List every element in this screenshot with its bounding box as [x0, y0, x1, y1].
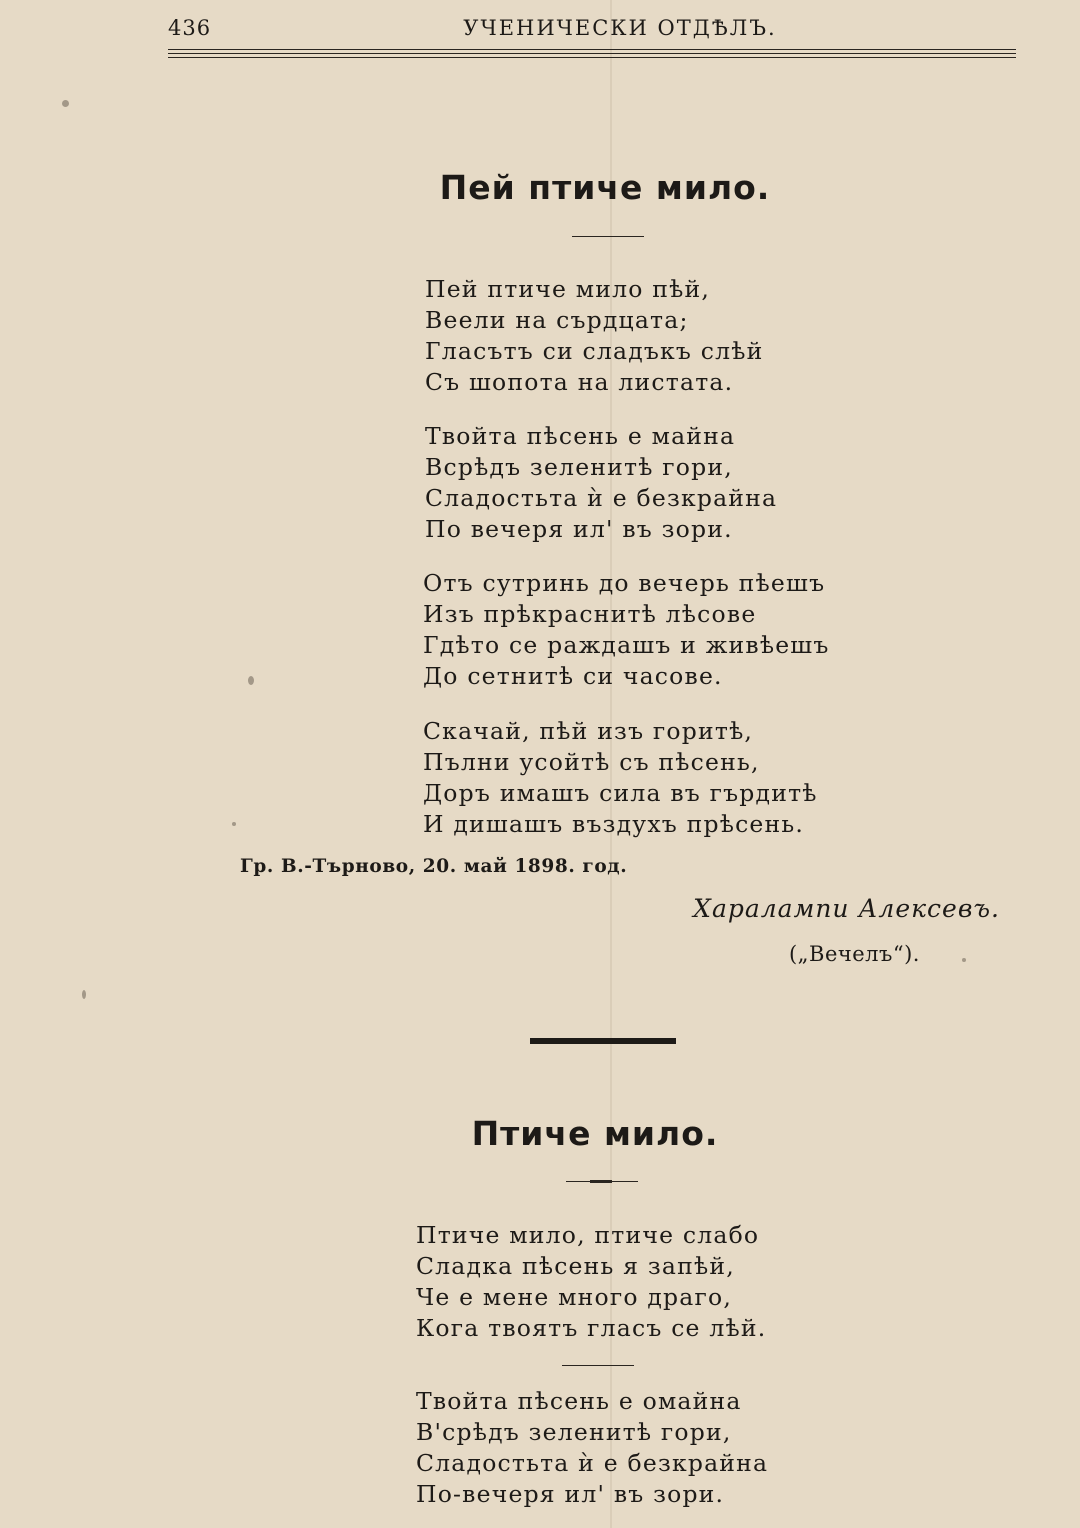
verse-line: Веели на сърдцата; [425, 306, 689, 334]
verse-line: Твойта пѣсень е омайна [416, 1387, 742, 1415]
paper-speck [232, 822, 236, 826]
verse-line: Пълни усойтѣ съ пѣсень, [423, 748, 760, 776]
verse-line: Кога твоятъ гласъ се лѣй. [416, 1314, 767, 1342]
verse-line: Гдѣто се раждашъ и живѣешъ [423, 631, 830, 659]
poem1-stanza-3 [423, 568, 830, 692]
verse-line: Изъ прѣкраснитѣ лѣсове [423, 600, 757, 628]
verse-line: Птиче мило, птиче слабо [416, 1221, 760, 1249]
paper-speck [82, 990, 86, 999]
verse-line: Сладостьта ѝ е безкрайна [425, 484, 778, 512]
verse-line: До сетнитѣ си часове. [423, 662, 723, 690]
verse-line: Всрѣдъ зеленитѣ гори, [425, 453, 733, 481]
verse-line: Отъ сутринь до вечерь пѣешъ [423, 569, 826, 597]
verse-line: Скачай, пѣй изъ горитѣ, [423, 717, 754, 745]
poem1-title: Пей птиче мило. [439, 168, 771, 207]
verse-line: Пей птиче мило пѣй, [425, 275, 711, 303]
verse-line: Съ шопота на листата. [425, 368, 734, 396]
source-citation: („Вечелъ“). [788, 942, 920, 966]
title-rule [572, 236, 644, 237]
verse-line: Гласътъ си сладъкъ слѣй [425, 337, 764, 365]
paper-speck [248, 676, 254, 685]
place-date: Гр. В.-Търново, 20. май 1898. год. [240, 856, 628, 877]
poem2-title: Птиче мило. [471, 1114, 719, 1153]
verse-line: И дишашъ въздухъ прѣсень. [423, 810, 805, 838]
poem2-stanza-1 [416, 1220, 766, 1344]
verse-line: По вечеря ил' въ зори. [425, 515, 733, 543]
verse-line: Че е мене много драго, [416, 1283, 733, 1311]
title-rule-ornament [590, 1180, 612, 1183]
verse-line: По-вечеря ил' въ зори. [416, 1480, 725, 1508]
verse-line: Твойта пѣсень е майна [425, 422, 736, 450]
verse-line: Доръ имашъ сила въ гърдитѣ [423, 779, 818, 807]
header-rule [168, 49, 1016, 50]
poem1-stanza-2 [425, 421, 777, 545]
section-divider [530, 1038, 676, 1044]
poem1-stanza-4 [423, 716, 818, 840]
author-signature: Харалампи Алексевъ. [693, 894, 1000, 923]
paper-speck [62, 100, 69, 107]
paper-speck [962, 958, 966, 962]
verse-line: Сладка пѣсень я запѣй, [416, 1252, 735, 1280]
poem1-stanza-1 [425, 274, 763, 398]
poem2-stanza-2 [416, 1386, 768, 1510]
stanza-rule [562, 1365, 634, 1366]
running-head: УЧЕНИЧЕСКИ ОТДѢЛЪ. [463, 16, 777, 40]
verse-line: Сладостьта ѝ е безкрайна [416, 1449, 769, 1477]
header-double-rule [168, 53, 1016, 58]
verse-line: В'срѣдъ зеленитѣ гори, [416, 1418, 732, 1446]
page-number: 436 [168, 16, 212, 40]
